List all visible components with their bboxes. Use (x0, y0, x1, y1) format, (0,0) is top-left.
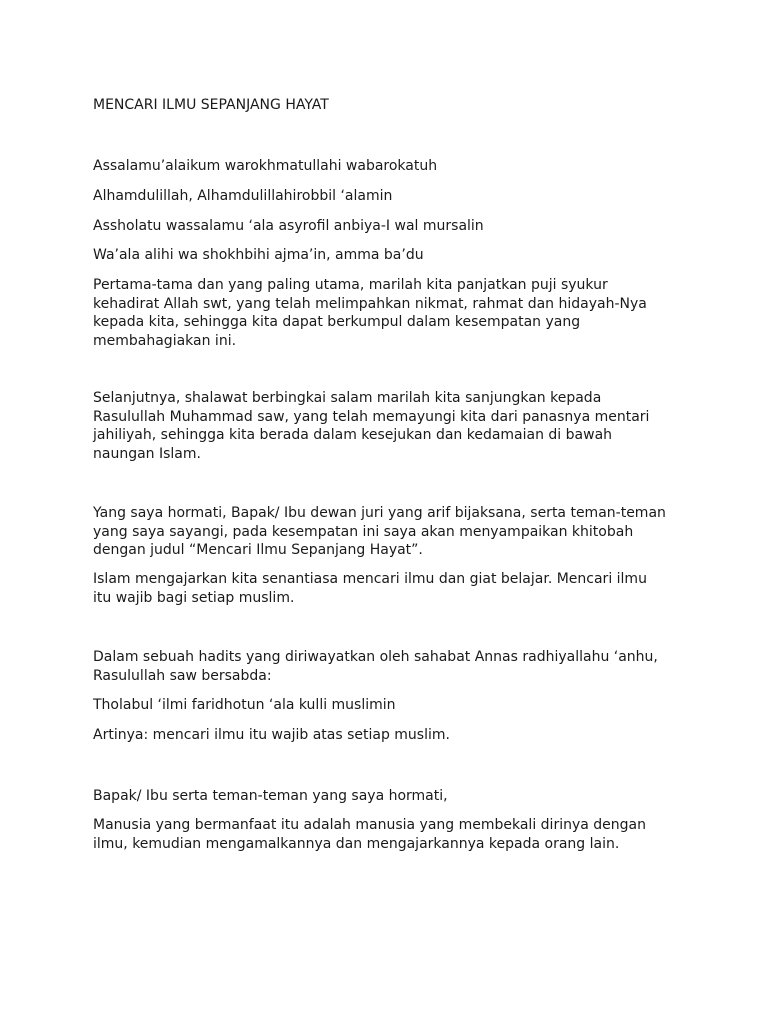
paragraph-useful-human: Manusia yang bermanfaat itu adalah manusia yang membekali dirinya dengan ilmu, kemudian mengamalkannya dan mengajarkannya kepada orang lain. (93, 817, 646, 852)
paragraph-hadith-intro: Dalam sebuah hadits yang diriwayatkan oleh sahabat Annas radhiyallahu ‘anhu, Rasulullah saw bersabda: (93, 649, 658, 684)
paragraph-hamdalah: Alhamdulillah, Alhamdulillahirobbil ‘alamin (93, 188, 393, 204)
paragraph-shalawat: Assholatu wassalamu ‘ala asyrofil anbiya-I wal mursalin (93, 218, 484, 234)
document-title: MENCARI ILMU SEPANJANG HAYAT (93, 97, 329, 113)
paragraph-hadith-text: Tholabul ‘ilmi faridhotun ‘ala kulli muslimin (93, 697, 396, 713)
paragraph-opening: Pertama-tama dan yang paling utama, marilah kita panjatkan puji syukur kehadirat Allah swt, yang telah melimpahkan nikmat, rahmat dan hidayah-Nya kepada kita, sehingga kita dapat berkumpul dalam kesempatan yang membahagiakan ini. (93, 277, 647, 349)
paragraph-islam-teaching: Islam mengajarkan kita senantiasa mencari ilmu dan giat belajar. Mencari ilmu itu wajib bagi setiap muslim. (93, 571, 647, 606)
paragraph-salutation: Yang saya hormati, Bapak/ Ibu dewan juri yang arif bijaksana, serta teman-teman yang saya sayangi, pada kesempatan ini saya akan menyampaikan khitobah dengan judul “Mencari Ilmu Sepanjang Hayat”. (93, 505, 666, 558)
paragraph-audience: Bapak/ Ibu serta teman-teman yang saya hormati, (93, 788, 448, 804)
paragraph-shalawat-rasul: Selanjutnya, shalawat berbingkai salam marilah kita sanjungkan kepada Rasulullah Muhammad saw, yang telah memayungi kita dari panasnya mentari jahiliyah, sehingga kita berada dalam kesejukan dan kedamaian di bawah naungan Islam. (93, 390, 650, 462)
paragraph-amma-badu: Wa’ala alihi wa shokhbihi ajma’in, amma ba’du (93, 247, 424, 263)
paragraph-greeting: Assalamu’alaikum warokhmatullahi wabarokatuh (93, 158, 438, 174)
paragraph-hadith-meaning: Artinya: mencari ilmu itu wajib atas setiap muslim. (93, 727, 450, 743)
